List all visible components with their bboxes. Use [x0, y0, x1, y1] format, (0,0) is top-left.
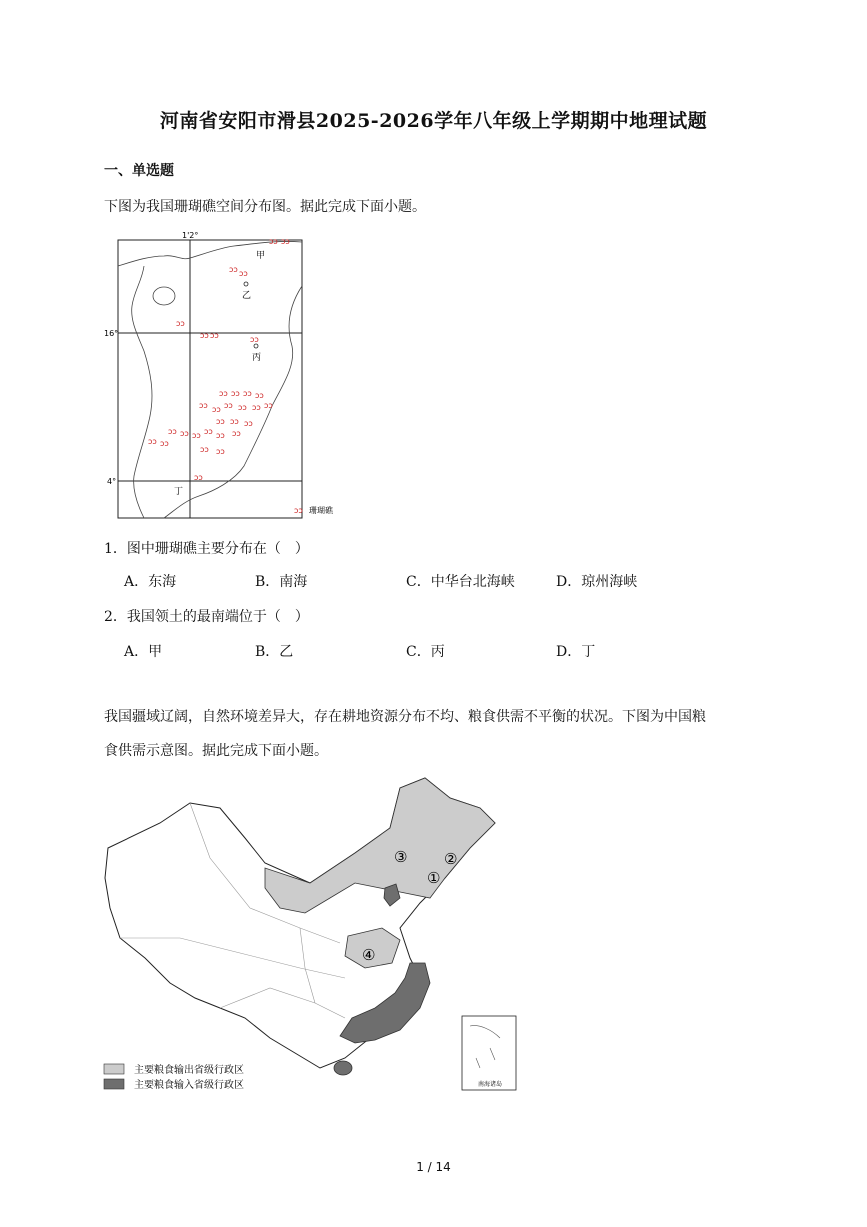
question-stem: 图中珊瑚礁主要分布在（ ）	[126, 541, 309, 557]
q2-option-c: C．丙	[406, 644, 445, 660]
coral-reef-mark: ↄↄ	[194, 473, 203, 482]
coral-reef-mark: ↄↄ	[199, 401, 208, 410]
coral-reef-mark: ↄↄ	[252, 403, 261, 412]
q2-option-b: B．乙	[255, 644, 294, 660]
intro-text-2-line1: 我国疆域辽阔，自然环境差异大，存在耕地资源分布不均、粮食供需不平衡的状况。下图为中国粮	[104, 709, 706, 725]
coral-reef-mark: ↄↄ	[160, 439, 169, 448]
coral-reef-mark: ↄↄ	[264, 401, 273, 410]
coral-reef-mark: ↄↄ	[216, 447, 225, 456]
page-title: 河南省安阳市滑县2025-2026学年八年级上学期期中地理试题	[159, 110, 708, 132]
region-label-3: ③	[394, 848, 408, 866]
intro-text-1: 下图为我国珊瑚礁空间分布图。据此完成下面小题。	[104, 199, 426, 215]
grain-supply-map	[100, 768, 530, 1098]
inset-label: 南海诸岛	[478, 1081, 503, 1088]
coral-reef-mark: ↄↄ	[281, 237, 290, 246]
lat-label-16: 16°	[104, 329, 119, 338]
coral-reef-mark: ↄↄ	[204, 427, 213, 436]
coral-reef-mark: ↄↄ	[176, 319, 185, 328]
coral-reef-mark: ↄↄ	[255, 391, 264, 400]
coral-reef-mark: ↄↄ	[224, 401, 233, 410]
lat-label-4: 4°	[107, 477, 117, 486]
coral-reef-mark: ↄↄ	[200, 331, 209, 340]
legend-import: 主要粮食输入省级行政区	[134, 1080, 244, 1091]
coral-reef-mark: ↄↄ	[219, 389, 228, 398]
question-number: 2．	[104, 609, 127, 625]
legend-reef-mark: ↄↄ	[294, 506, 303, 515]
coral-reef-mark: ↄↄ	[148, 437, 157, 446]
coral-reef-mark: ↄↄ	[216, 417, 225, 426]
q2-option-a: A．甲	[124, 644, 163, 660]
coral-reef-mark: ↄↄ	[210, 331, 219, 340]
q1-option-c: C．中华台北海峡	[406, 574, 515, 590]
coral-reef-mark: ↄↄ	[192, 431, 201, 440]
intro-text-2-line2: 食供需示意图。据此完成下面小题。	[104, 743, 328, 759]
lat-label-12: 1'2°	[182, 231, 199, 240]
coral-reef-mark: ↄↄ	[239, 269, 248, 278]
place-label-jia: 甲	[256, 251, 266, 261]
coral-reef-mark: ↄↄ	[231, 389, 240, 398]
coral-reef-mark: ↄↄ	[250, 335, 259, 344]
coral-reef-mark: ↄↄ	[238, 403, 247, 412]
question-1	[104, 538, 309, 558]
coral-reef-mark: ↄↄ	[200, 445, 209, 454]
legend-export: 主要粮食输出省级行政区	[134, 1065, 244, 1076]
region-label-1: ①	[427, 869, 441, 887]
coral-reef-mark: ↄↄ	[168, 427, 177, 436]
place-label-yi: 乙	[242, 291, 252, 301]
coral-reef-mark: ↄↄ	[230, 417, 239, 426]
coral-reef-mark: ↄↄ	[269, 237, 278, 246]
coral-reef-mark: ↄↄ	[229, 265, 238, 274]
coral-reef-mark: ↄↄ	[212, 405, 221, 414]
legend-reef: 珊瑚礁	[309, 506, 333, 515]
q2-option-d: D．丁	[556, 644, 596, 660]
coral-reef-mark: ↄↄ	[243, 389, 252, 398]
q1-option-a: A．东海	[124, 574, 177, 590]
coral-reef-mark: ↄↄ	[216, 431, 225, 440]
q1-option-b: B．南海	[255, 574, 308, 590]
region-label-4: ④	[362, 946, 376, 964]
coral-reef-map	[104, 226, 374, 522]
question-2	[104, 606, 309, 626]
page-number: 1 / 14	[416, 1160, 451, 1174]
coral-reef-mark: ↄↄ	[244, 419, 253, 428]
coral-reef-mark: ↄↄ	[180, 429, 189, 438]
place-label-ding: 丁	[174, 487, 184, 497]
region-label-2: ②	[444, 850, 458, 868]
section-heading: 一、单选题	[104, 163, 174, 179]
question-number: 1．	[104, 541, 127, 557]
q1-option-d: D．琼州海峡	[556, 574, 638, 590]
question-stem: 我国领土的最南端位于（ ）	[126, 609, 309, 625]
place-label-bing: 丙	[252, 353, 262, 363]
coral-reef-mark: ↄↄ	[232, 429, 241, 438]
